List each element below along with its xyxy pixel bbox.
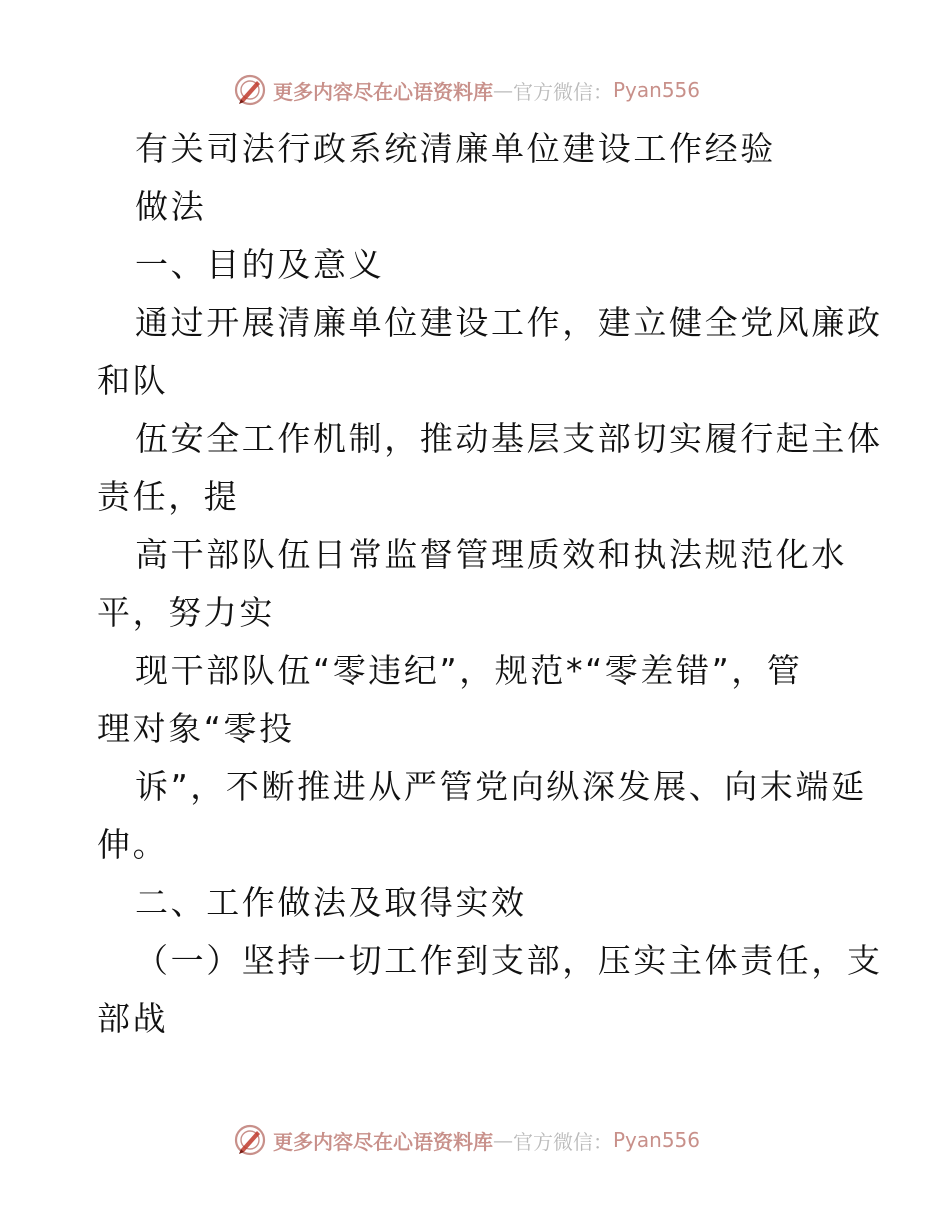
paragraph-line: 理对象“零投 — [97, 709, 295, 748]
section-heading-1: 一、目的及意义 — [135, 245, 385, 284]
watermark-dash: — — [493, 1128, 513, 1152]
document-body — [97, 120, 883, 1048]
header-watermark — [233, 70, 753, 110]
watermark-id: Pyan556 — [613, 1128, 701, 1152]
doc-title-line-2: 做法 — [135, 187, 207, 226]
pen-logo-icon — [233, 1123, 267, 1157]
watermark-label: 官方微信： — [513, 1129, 613, 1154]
paragraph-line: 伸。 — [97, 825, 169, 864]
watermark-id: Pyan556 — [613, 78, 701, 102]
pen-logo-icon — [233, 73, 267, 107]
paragraph-line: 诉”，不断推进从严管党向纵深发展、向末端延 — [135, 767, 867, 806]
paragraph-line: 伍安全工作机制，推动基层支部切实履行起主体 — [135, 419, 883, 458]
paragraph-line: 现干部队伍“零违纪”，规范*“零差错”，管 — [135, 651, 803, 690]
watermark-text: 更多内容尽在心语资料库 — [273, 1129, 493, 1154]
paragraph-line: 平，努力实 — [97, 593, 275, 632]
watermark-dash: — — [493, 78, 513, 102]
watermark-text: 更多内容尽在心语资料库 — [273, 79, 493, 104]
subsection-line: （一）坚持一切工作到支部，压实主体责任，支 — [135, 941, 883, 980]
paragraph-line: 责任，提 — [97, 477, 240, 516]
watermark-label: 官方微信： — [513, 79, 613, 104]
paragraph-line: 通过开展清廉单位建设工作，建立健全党风廉政 — [135, 303, 883, 342]
section-heading-2: 二、工作做法及取得实效 — [135, 883, 527, 922]
paragraph-line: 高干部队伍日常监督管理质效和执法规范化水 — [135, 535, 847, 574]
doc-title-line-1: 有关司法行政系统清廉单位建设工作经验 — [135, 129, 776, 168]
paragraph-line: 和队 — [97, 361, 169, 400]
footer-watermark — [233, 1120, 753, 1160]
paragraph-line: 部战 — [97, 999, 169, 1038]
